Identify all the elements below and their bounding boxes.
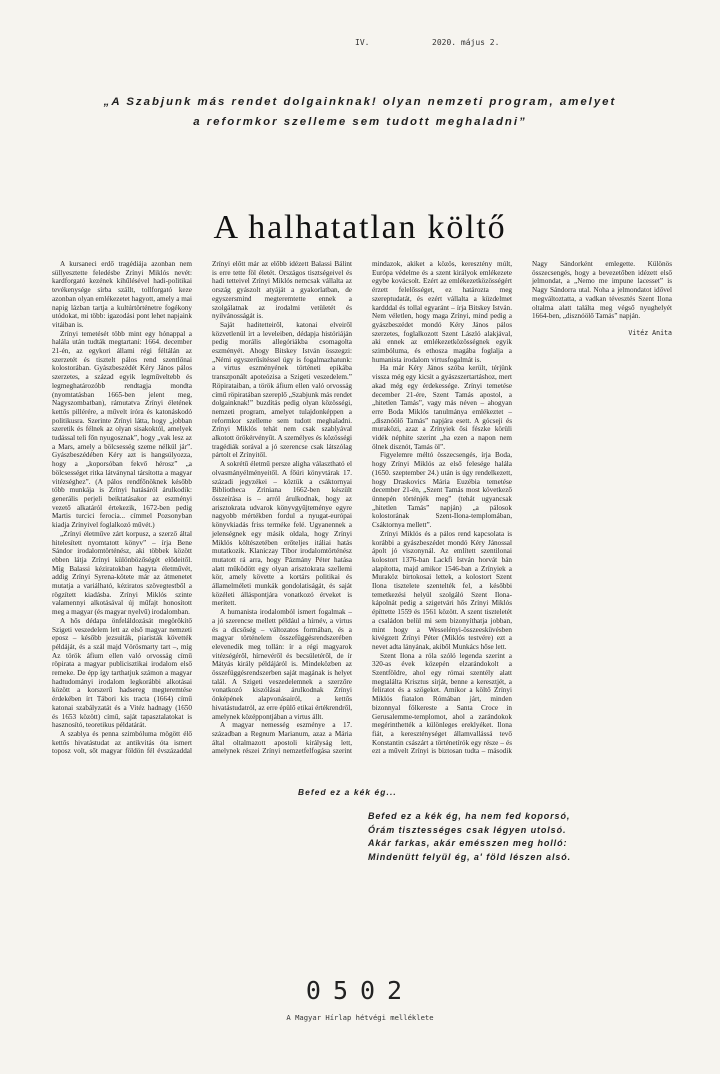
article-paragraph: Szent Ilona a róla szóló legenda szerint a 320-as évek közepén elzarándokolt a Szentföldre, ahol egy római szentély alatt megtalálta Krisztus sírját, benne a keresztjét, a feliratot és a szögeket. Amikor a költő Zrínyi Miklós fiatalon Rómában járt, minden bizonnyal fölkereste a Santa Croce in Gerusalemme-templomot, ahol a zarándokok megérinthették a különleges ereklyéket. Ilona fiát, a kereszténységet államvallássá tevő Konstantin császárt a történetírók egy része – és ezt a művelt Zrínyi is biztosan tudta – második Nagy Sándorként emlegette. Különös összecsengés, hogy a bevezetőben idézett első jelmondat, a „Nemo me impune lacesset” is Nagy Sándorra utal. Noha a jelmondatot idővel megváltoztatta, a vadkan tévesztés Szent Ilona oltalma alatt találta meg végső nyughelyét 1664-ben, „disznóölő Tamás” napján. [372, 260, 672, 756]
article-paragraph: Ha már Kéry János szóba került, térjünk vissza még egy kicsit a gyászszertartáshoz, mert akad még egy érdekessége. Zrínyi temetése december 21-ére, Szent Tamás apostol, a „hitetlen Tamás”, vagy más néven – ahogyan erre Boda Miklós tanulmánya emlékeztet – „disznóölő Tamás” napjára esett. A gócseji és muraközi, azaz a Zrínyiek ősi fészke körüli vidék néphite szerint „ha ezen a napon nem ölnek disznót, Tamás öl”. [372, 364, 512, 451]
article-title: A halhatatlan költő [213, 208, 507, 246]
article-paragraph: A humanista irodalomból ismert fogalmak – a jó szerencse mellett például a hírnév, a virtus és a dicsőség – változatos formában, és a magyar történelem összefüggésrendszerében elevenedik meg tollán: ír a régi magyarok vitézségéről, hírnevéről és becsületéről, de ír Mátyás király példájáról is. Mindeközben az összefüggésrendszerben saját magának is helyet talál. A Szigeti veszedelemnek a szerzőre vonatkozó kiszólásai árulkodnak Zrínyi önképének alapvonásairól, a kettős hivatástudatról, az erre épülő etikai értékrendről, amelynek középpontjában a virtus állt. [212, 608, 352, 721]
pull-quote-line-1: „A Szabjunk más rendet dolgainknak! olyan nemzeti program, amelyet [103, 96, 617, 108]
article-paragraph: A kursaneci erdő tragédiája azonban nem süllyesztette feledésbe Zrínyi Miklós nevét: kardforgató kezének kihűlésével hadi-politikai tevékenysége sírba szállt, tollforgató keze azonban olyan emlékezetet hagyott, amely a mai napig lázban tartja a kultúrtörténetre fogékony utódokat, mi több: igazodási pont lehet napjaink vitáiban is. [52, 260, 192, 329]
article-paragraph: A sokrétű életmű persze aligha választható el olvasmányélményeitől. A főúri könyvtárak 17. századi jegyzékei – köztük a csáktornyai Bibliotheca Zriniana 1662-ben készült összeírása is – arról árulkodnak, hogy az arisztokrata udvarok könyvgyűjteménye egyre nagyobb mértékben fordul a nyugat-európai könyvkiadás friss terméke felé. Ugyanennek a jelenségnek egy másik oldala, hogy Zrínyi Miklós költészetében erőteljes itáliai hatás mutatkozik. Klaniczay Tibor irodalomtörténész mutatott rá arra, hogy Pázmány Péter hatása alatt működött egy olyan arisztokrata szellemi kör, amely követte a kortárs politikai és államelméleti munkák gondolatiságát, és saját közéleti álláspontjára vonatkozó érveket is merített. [212, 460, 352, 608]
article-body [52, 260, 672, 758]
article-paragraph: Zrínyi temetését több mint egy hónappal a halála után tudták megtartani: 1664. december 21-én, az egykori állami régi féltálán az szerzetét és tisztelt pálos rend szentlőnai kolostorában. Gyászbeszédét Kéry János pálos szerzetes, a század egyik legműveltebb és legmeghatározóbb rendtagja mondta (nyomtatásban 1665-ben jelent meg, Nagyszombatban), rámutatva Zrínyi életének kettős pillérére, a művelt íróra és katonáskodó politikusra. Szerinte Zrínyi látta, hogy „jobban szeretik és félnek az olyan sisakoktól, amelyek tudással teli főn nyugosznak”, hogy „vak lesz az a Mars, amely a bölcsesség szeme nélkül jár”. Gyászbeszédében Kéry azt is hangsúlyozza, hogy a „koporsóban fekvő hérosz” „a bölcsességet ritka látványnal társította a magyar vitézséghez”. (A pálos rendfőnöknek később több munkája is Zrínyi hatásáról árulkodik: generális perjeli beiktatásakor az eszményi vezető alkatáról értekezik, 1672-ben pedig Martis turcici ferocia... címmel Pozsonyban kiadja Zrínyivel foglalkozó művét.) [52, 329, 192, 530]
poem-line: Befed ez a kék ég, ha nem fed koporsó, [368, 811, 571, 821]
article-paragraph: A hős dédapa önfeláldozását megörökítő Szigeti veszedelem lett az első magyar nemzeti eposz – később jezsuiták, piaristák követték példáját, és a szál majd Vörösmarty tart –, míg Az török áfium ellen való orvosság című röpirata a magyar publicisztikai irodalom első remeke. De épp így tarthatjuk számon a magyar hadtudományi irodalom legkorábbi alkotásai között a korszerű hadsereg megteremtése érdekében írt Tábori kis tracta (1664) című katonai szabályzatát és a Vitéz hadnagy (1650 és 1653 között) című, saját tapasztalatokat is hasznosító, teoretikus példatárát. [52, 616, 192, 730]
article-paragraph: Figyelemre méltó összecsengés, írja Boda, hogy Zrínyi Miklós az első felesége halála (1650. szeptember 24.) után is úgy rendelkezett, hogy Draskovics Mária Euzébia temetése december 21-én, „Szent Tamás most következő ünnepén történjék meg” (tehát ugyancsak „hitetlen Tamás” napján) „a pálosok kolostorának Szent-Ilona-templomában, Csáktornya mellett”. [372, 451, 512, 530]
article-paragraph: Zrínyi Miklós és a pálos rend kapcsolata is korábbi a gyászbeszédet mondó Kéry Jánossal ápolt jó viszonynál. Az említett szentilonai kolostort 1376-ban Lackfi István horvát bán alapította, majd amikor 1546-ban a Zrínyiek a Muraköz birtokosai lettek, a kolostort Szent Ilona tisztelete szentelték fel, a későbbi temetkezési helyül szolgáló Szent Ilona-kápolnát pedig a szigetvári hős Zrínyi Miklós építtette 1559 és 1561 között. A szent tiszteletét a családon belül mi sem bizonyíthatja jobban, mint hogy a Wesselényi-összeesküvésben kivégzett Zrínyi Péter (Miklós testvére) ezt a nevet adta lányának, akiből Munkács hőse lett. [372, 529, 512, 651]
poem-line: Mindenütt felyül ég, a' föld lészen alsó. [368, 851, 572, 862]
issue-date: 2020. május 2. [432, 38, 500, 47]
poem-line: Órám tisztességes csak légyen utolsó. [368, 824, 567, 835]
supplement-label: A Magyar Hírlap hétvégi melléklete [286, 1013, 434, 1022]
article-paragraph: „Zrínyi életműve zárt korpusz, a szerző által hitelesített nyomtatott könyv” – írja Bene Sándor irodalomtörténész, aki többek között ebben látja Zrínyi különbözőségét elődeitől. Míg Balassi kéziratokban hagyta életművét, addig Zrínyi Syrena-kötete már az átmenetet mutatja a variálható, kéziratos szövegtestből a rögzített kiadásba. Zrínyi Miklós szinte valamennyi alkotásával új műfajt honosított meg a magyar (és magyar nyelvű) irodalomban. [52, 529, 192, 617]
poem [368, 810, 688, 864]
pull-quote [40, 92, 680, 132]
article-paragraph: Saját haditetteiről, katonai elveiről közvetlenül írt a leveleiben, dédapja históriáján pedig morális allegóriákba csomagolta eszményét. Ahogy Bitskey István összegzi: „Némi egyszerűsítéssel úgy is fogalmazhatunk: a virtus eszményének történeti epikába transzponált apoteózisa a Szigeti veszedelem.” Röpirataiban, a török áfium ellen való orvosság című röpiratában szereplő „Szabjunk más rendet dolgainknak!” buzdítás pedig olyan közösségi, nemzeti program, amelyet tulajdonképpen a reformkor szelleme sem tudott meghaladni. Zrínyi Miklós tehát nem csak szablyával alkotott örökérvényűt. A személyes és közösségi tragédiák sorával a jó szerencse csak látszólag pártolt el Zrínyitől. [212, 320, 352, 460]
article-paragraph: A szablya és penna szimbóluma mögött élő kettős hivatástudat az antikvitás óta ismert toposz volt, sőt magyar földön fél évszázaddal Zrínyi előtt már az előbb idézett Balassi Bálint is erre tette föl életét. Országos tisztségeivel és hadi tetteivel Zrínyi Miklós nemcsak vállalta az ország gyászolt atyáját a gyakorlatban, de egyszersmind megteremtette ennek a szolgálatnak az irodalmi vetületét és nyilvánosságát is. [52, 260, 352, 756]
poem-line: Akár farkas, akár emésszen meg holló: [368, 838, 568, 849]
poem-title: Befed ez a kék ég... [298, 787, 397, 797]
pull-quote-line-2: a reformkor szelleme sem tudott meghaladni” [193, 116, 527, 128]
article-paragraph: A magyar nemesség eszménye a 17. században a Regnum Marianum, azaz a Mária által oltalmazott apostoli királyság lett, amelynek részei Zrínyi nemzetfelfogása szerint mindazok, akiket a közös, keresztény múlt, Európa védelme és a szent királyok emlékezete egybe kovácsolt. Ezért az emlékezetközösségért érzett felelősséget, ez határozta meg szereptudatát, és ezért vállalta a küzdelmet kardddal és tollal egyaránt – írja Bitskey István. Nem véletlen, hogy maga Zrínyi, mind pedig a gyászbeszédet mondó Kéry János pálos szerzetes, foglalkozott Szent László alakjával, aki ennek az emlékezetközösségnek egyik szimbóluma, és ethosza magába foglalja a humanista irodalom virtusfogalmát is. [212, 260, 512, 756]
page-header [0, 38, 720, 50]
volume-number: IV. [355, 38, 370, 47]
author-signature: Vitéz Anita [628, 328, 672, 337]
page-number: 0502 [305, 976, 415, 1005]
